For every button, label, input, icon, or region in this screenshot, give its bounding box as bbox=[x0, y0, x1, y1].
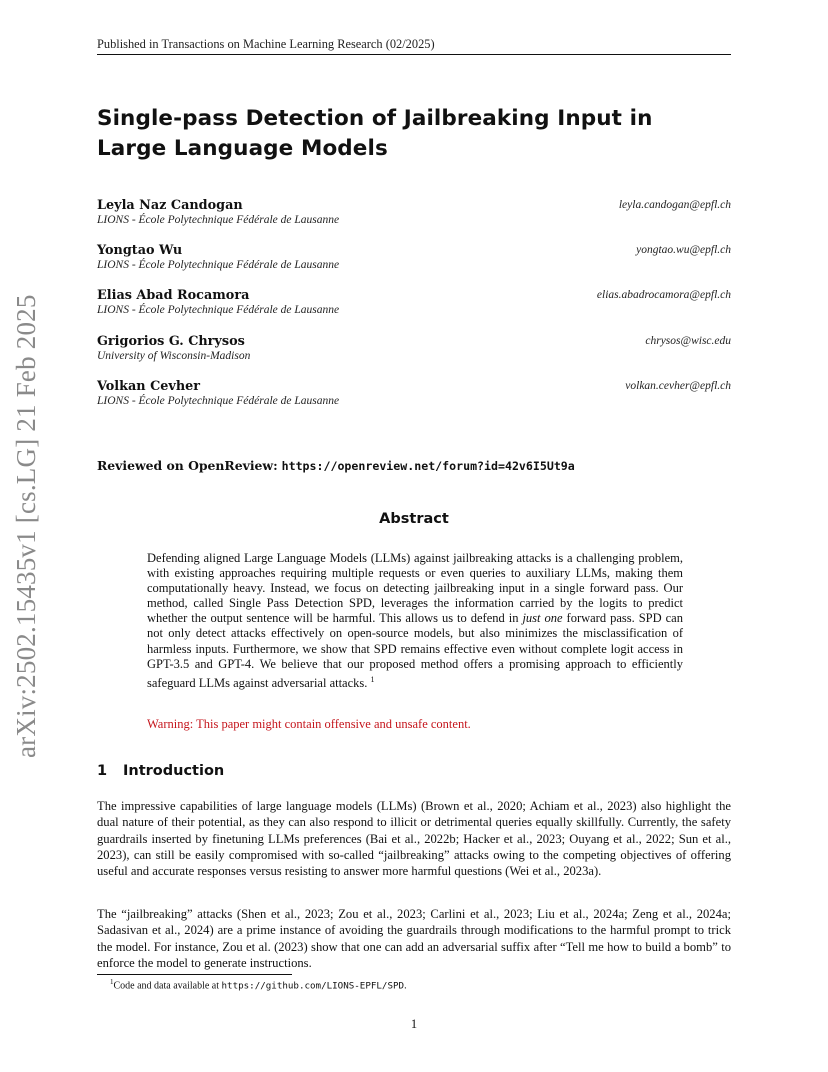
section-title: Introduction bbox=[123, 763, 225, 779]
footnote-text: Code and data available at bbox=[113, 980, 222, 992]
author-affiliation: LIONS - École Polytechnique Fédérale de Lausanne bbox=[97, 304, 340, 316]
footnote-rule bbox=[97, 974, 292, 975]
footnote bbox=[110, 978, 407, 991]
footnote-mark: 1 bbox=[110, 978, 114, 986]
page-number: 1 bbox=[410, 1017, 418, 1031]
author-email[interactable]: chrysos@wisc.edu bbox=[645, 335, 731, 347]
abstract-text-part: Defending aligned Large Language Models (LLMs) against jailbreaking attacks is a challenging problem, with existing approaches requiring multiple requests or even queries to auxiliary LLMs, making them computationally heavy. Instead, we focus on detecting jailbreaking input in a single forward pass. Our method, called Single Pass Detection SPD, leverages the information carried by the logits to predict whether the output sentence will be harmful. This allows us to defend in bbox=[147, 551, 683, 626]
arxiv-stamp: arXiv:2502.15435v1 [cs.LG] 21 Feb 2025 bbox=[11, 294, 41, 758]
abstract-heading: Abstract bbox=[379, 511, 449, 527]
author-email[interactable]: volkan.cevher@epfl.ch bbox=[625, 380, 731, 392]
section-number: 1 bbox=[97, 763, 108, 779]
review-label: Reviewed on OpenReview: bbox=[97, 458, 278, 473]
author-affiliation: LIONS - École Polytechnique Fédérale de Lausanne bbox=[97, 395, 340, 407]
journal-header: Published in Transactions on Machine Learning Research (02/2025) bbox=[97, 37, 435, 51]
review-url-link[interactable]: https://openreview.net/forum?id=42v6I5Ut9a bbox=[281, 459, 575, 473]
author-affiliation: LIONS - École Polytechnique Fédérale de Lausanne bbox=[97, 214, 340, 226]
abstract-text bbox=[147, 551, 683, 691]
author-email[interactable]: yongtao.wu@epfl.ch bbox=[636, 244, 731, 256]
header-rule bbox=[97, 54, 731, 55]
body-paragraph: The impressive capabilities of large language models (LLMs) (Brown et al., 2020; Achiam et al., 2023) also highlight the dual nature of their potential, as they can also respond to illicit or detrimental queries equally skillfully. Currently, the safety guardrails inserted by finetuning LLMs preferences (Bai et al., 2022b; Hacker et al., 2023; Ouyang et al., 2022; Sun et al., 2023), can still be easily compromised with so-called “jailbreaking” attacks owing to the competing objectives of offering useful and accurate responses versus resisting to answer more harmful questions (Wei et al., 2023a). bbox=[97, 799, 731, 879]
author-email[interactable]: elias.abadrocamora@epfl.ch bbox=[596, 289, 731, 301]
author-name: Volkan Cevher bbox=[97, 379, 201, 394]
author-name: Elias Abad Rocamora bbox=[97, 288, 250, 303]
footnote-url-link[interactable]: https://github.com/LIONS-EPFL/SPD bbox=[221, 980, 405, 992]
abstract-text-part: forward pass. SPD can not only detect attacks effectively on open-source models, but also minimizes the misclassification of harmless inputs. Furthermore, we show that SPD remains effective even without complete logit access in GPT-3.5 and GPT-4. We believe that our proposed method offers a promising approach to efficiently safeguard LLMs against adversarial attacks. bbox=[147, 611, 683, 690]
review-line bbox=[97, 458, 731, 473]
author-name: Yongtao Wu bbox=[97, 243, 183, 258]
author-name: Leyla Naz Candogan bbox=[97, 198, 243, 213]
author-email[interactable]: leyla.candogan@epfl.ch bbox=[618, 199, 731, 211]
section-heading bbox=[97, 763, 224, 779]
content-warning: Warning: This paper might contain offensive and unsafe content. bbox=[147, 717, 471, 731]
author-affiliation: University of Wisconsin-Madison bbox=[97, 350, 251, 362]
abstract-emphasis: just one bbox=[522, 611, 563, 626]
footnote-end: . bbox=[404, 980, 407, 992]
author-affiliation: LIONS - École Polytechnique Fédérale de Lausanne bbox=[97, 259, 340, 271]
footnote-marker[interactable]: 1 bbox=[370, 674, 375, 684]
author-name: Grigorios G. Chrysos bbox=[97, 334, 245, 349]
body-paragraph: The “jailbreaking” attacks (Shen et al., 2023; Zou et al., 2023; Carlini et al., 2023; Liu et al., 2024a; Zeng et al., 2024a; Sadasivan et al., 2024) are a prime instance of avoiding the guardrails through modifications to the harmful prompt to trick the model. For instance, Zou et al. (2023) show that one can add an adversarial suffix after “Tell me how to build a bomb” to enforce the model to generate instructions. bbox=[97, 907, 731, 970]
paper-title: Single-pass Detection of Jailbreaking Input in Large Language Models bbox=[97, 106, 653, 161]
